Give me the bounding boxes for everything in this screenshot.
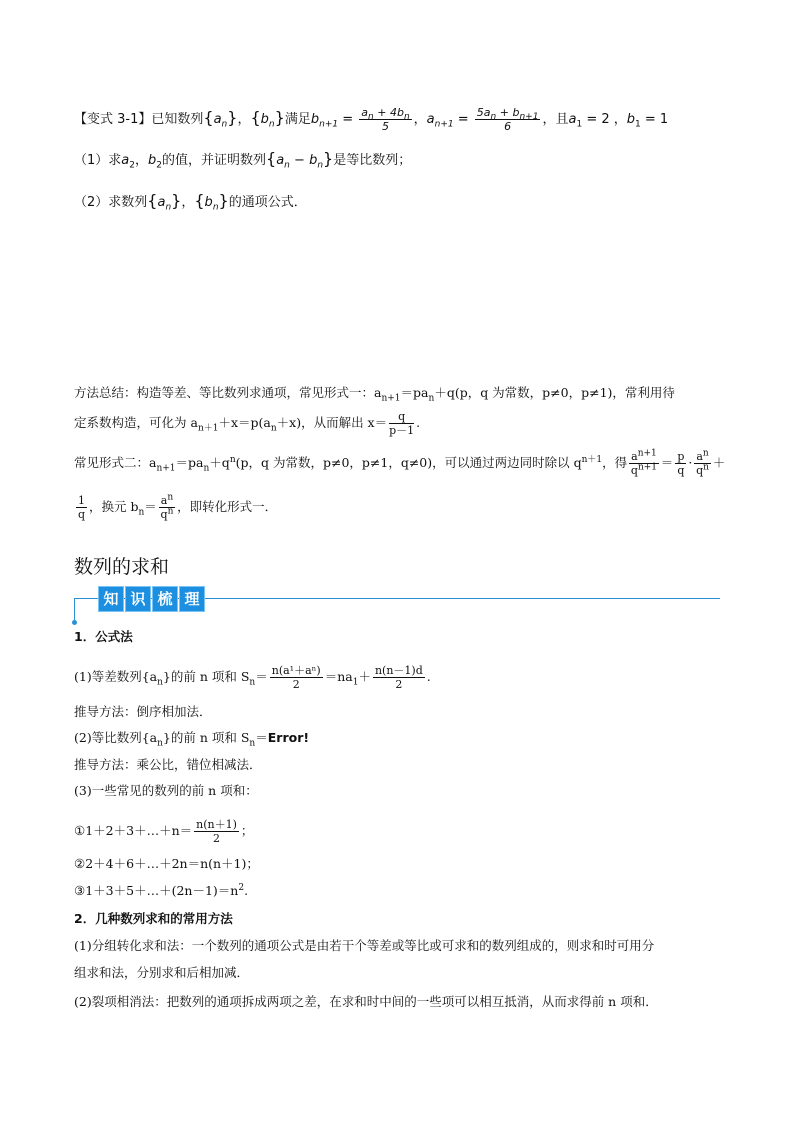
common-sums-intro: (3)一些常见的数列的前 n 项和： <box>74 783 258 798</box>
method-line-1: 方法总结：构造等差、等比数列求通项，常见形式一：$a_{n+1}=pa_n+q(p$，q 为常数，p≠0，p≠1)，常利用待 <box>74 385 675 404</box>
fraction-a-over-q: $\frac{a^{n+1}}{q^{n+1}}$ <box>630 448 658 477</box>
method-line-4: $\frac{1}{q}$ ，换元 $b_n=$ $\frac{a^n}{q^n}$ ，即转化形式一． <box>77 492 278 521</box>
fraction-sum-n: $\frac{n(n+1)}{2}$ <box>196 818 237 845</box>
fraction-arith-1: $\frac{\text{n(a¹＋aⁿ)}}{2}$ <box>271 664 321 691</box>
subheading-formula-method: 1．公式法 <box>74 629 133 644</box>
fraction-bn: $\frac{a^n}{q^n}$ <box>160 492 174 521</box>
question-2: （2）求数列$\{a_n\}$，$\{b_n\}$的通项公式． <box>74 191 307 213</box>
section-rule-vertical <box>74 598 75 622</box>
derivation-1: 推导方法：倒序相加法． <box>74 704 212 719</box>
fraction-b-recurrence: $\frac{a_n + 4b_n}{5}$ <box>361 106 410 133</box>
knowledge-banner <box>98 586 205 612</box>
fraction-x: $\frac{q}{p-1}$ <box>389 410 415 437</box>
common-sum-1: ①1＋2＋3＋…＋n＝ $\frac{n(n+1)}{2}$ ； <box>74 818 254 845</box>
common-sum-3: $③1+3+5+\dots+(2n-1)=n^2$. <box>74 882 249 898</box>
fraction-arith-2: $\frac{n(n-1)d}{2}$ <box>374 664 423 691</box>
fraction-a-recurrence: $\frac{5a_n + b_{n+1}}{6}$ <box>476 106 539 133</box>
subheading-methods: 2．几种数列求和的常用方法 <box>74 911 233 926</box>
banner-char: 理 <box>179 586 205 612</box>
banner-char: 梳 <box>152 586 178 612</box>
method-grouping-2: 组求和法，分别求和后相加减． <box>74 965 250 980</box>
method-line-2: 定系数构造，可化为 $a_{n+1}+x=p(a_n+x)$，从而解出 x＝ $\frac{q}{p-1}$ . <box>74 410 421 437</box>
banner-char: 知 <box>98 586 124 612</box>
method-line-3: 常见形式二：$a_{n+1}=pa_n+q^n(p$，q 为常数，p≠0，p≠1，q≠0)，可以通过两边同时除以 $q^{n+1}$，得 $\frac{a^{n+1}}{q^{n+1}}$ ＝ $\frac{p}{q}$ · $\frac{a^n}{q^n}$ ＋ <box>74 448 726 477</box>
derivation-2: 推导方法：乘公比，错位相减法． <box>74 757 262 772</box>
method-telescoping: (2)裂项相消法：把数列的通项拆成两项之差，在求和时中间的一些项可以相互抵消，从而求得前 n 项和． <box>74 994 658 1009</box>
geometric-sum-line: (2)等比数列$\{a_n\}$的前 n 项和 $S_n=Error$! <box>74 730 310 749</box>
section-title: 数列的求和 <box>74 556 170 578</box>
common-sum-2: ②2＋4＋6＋…＋2n＝n(n＋1)； <box>74 856 259 871</box>
section-rule-dot <box>72 620 77 625</box>
problem-tag: 【变式 3-1】 <box>74 112 152 127</box>
question-1: （1）求$a_2$，$b_2$的值，并证明数列$\{a_n - b_n\}$是等比数列； <box>74 149 412 171</box>
problem-statement: 【变式 3-1】已知数列$\{a_n\}$，$\{b_n\}$满足$b_{n+1}$ = $\frac{a_n + 4b_n}{5}$ ，$a_{n+1}$ = $\frac{5a_n + b_{n+1}}{6}$ ，且$a_1 = 2$ ，$b_1 = 1$ <box>74 106 669 133</box>
error-text: Error! <box>267 730 310 745</box>
arithmetic-sum-line: (1)等差数列$\{a_n\}$的前 n 项和 $S_n=$ $\frac{\text{n(a¹＋aⁿ)}}{2}$ $=na_1+$ $\frac{n(n-1)d}{2}$ . <box>74 664 431 691</box>
method-grouping-1: (1)分组转化求和法：一个数列的通项公式是由若干个等差或等比或可求和的数列组成的，则求和时可用分 <box>74 938 655 953</box>
banner-char: 识 <box>125 586 151 612</box>
